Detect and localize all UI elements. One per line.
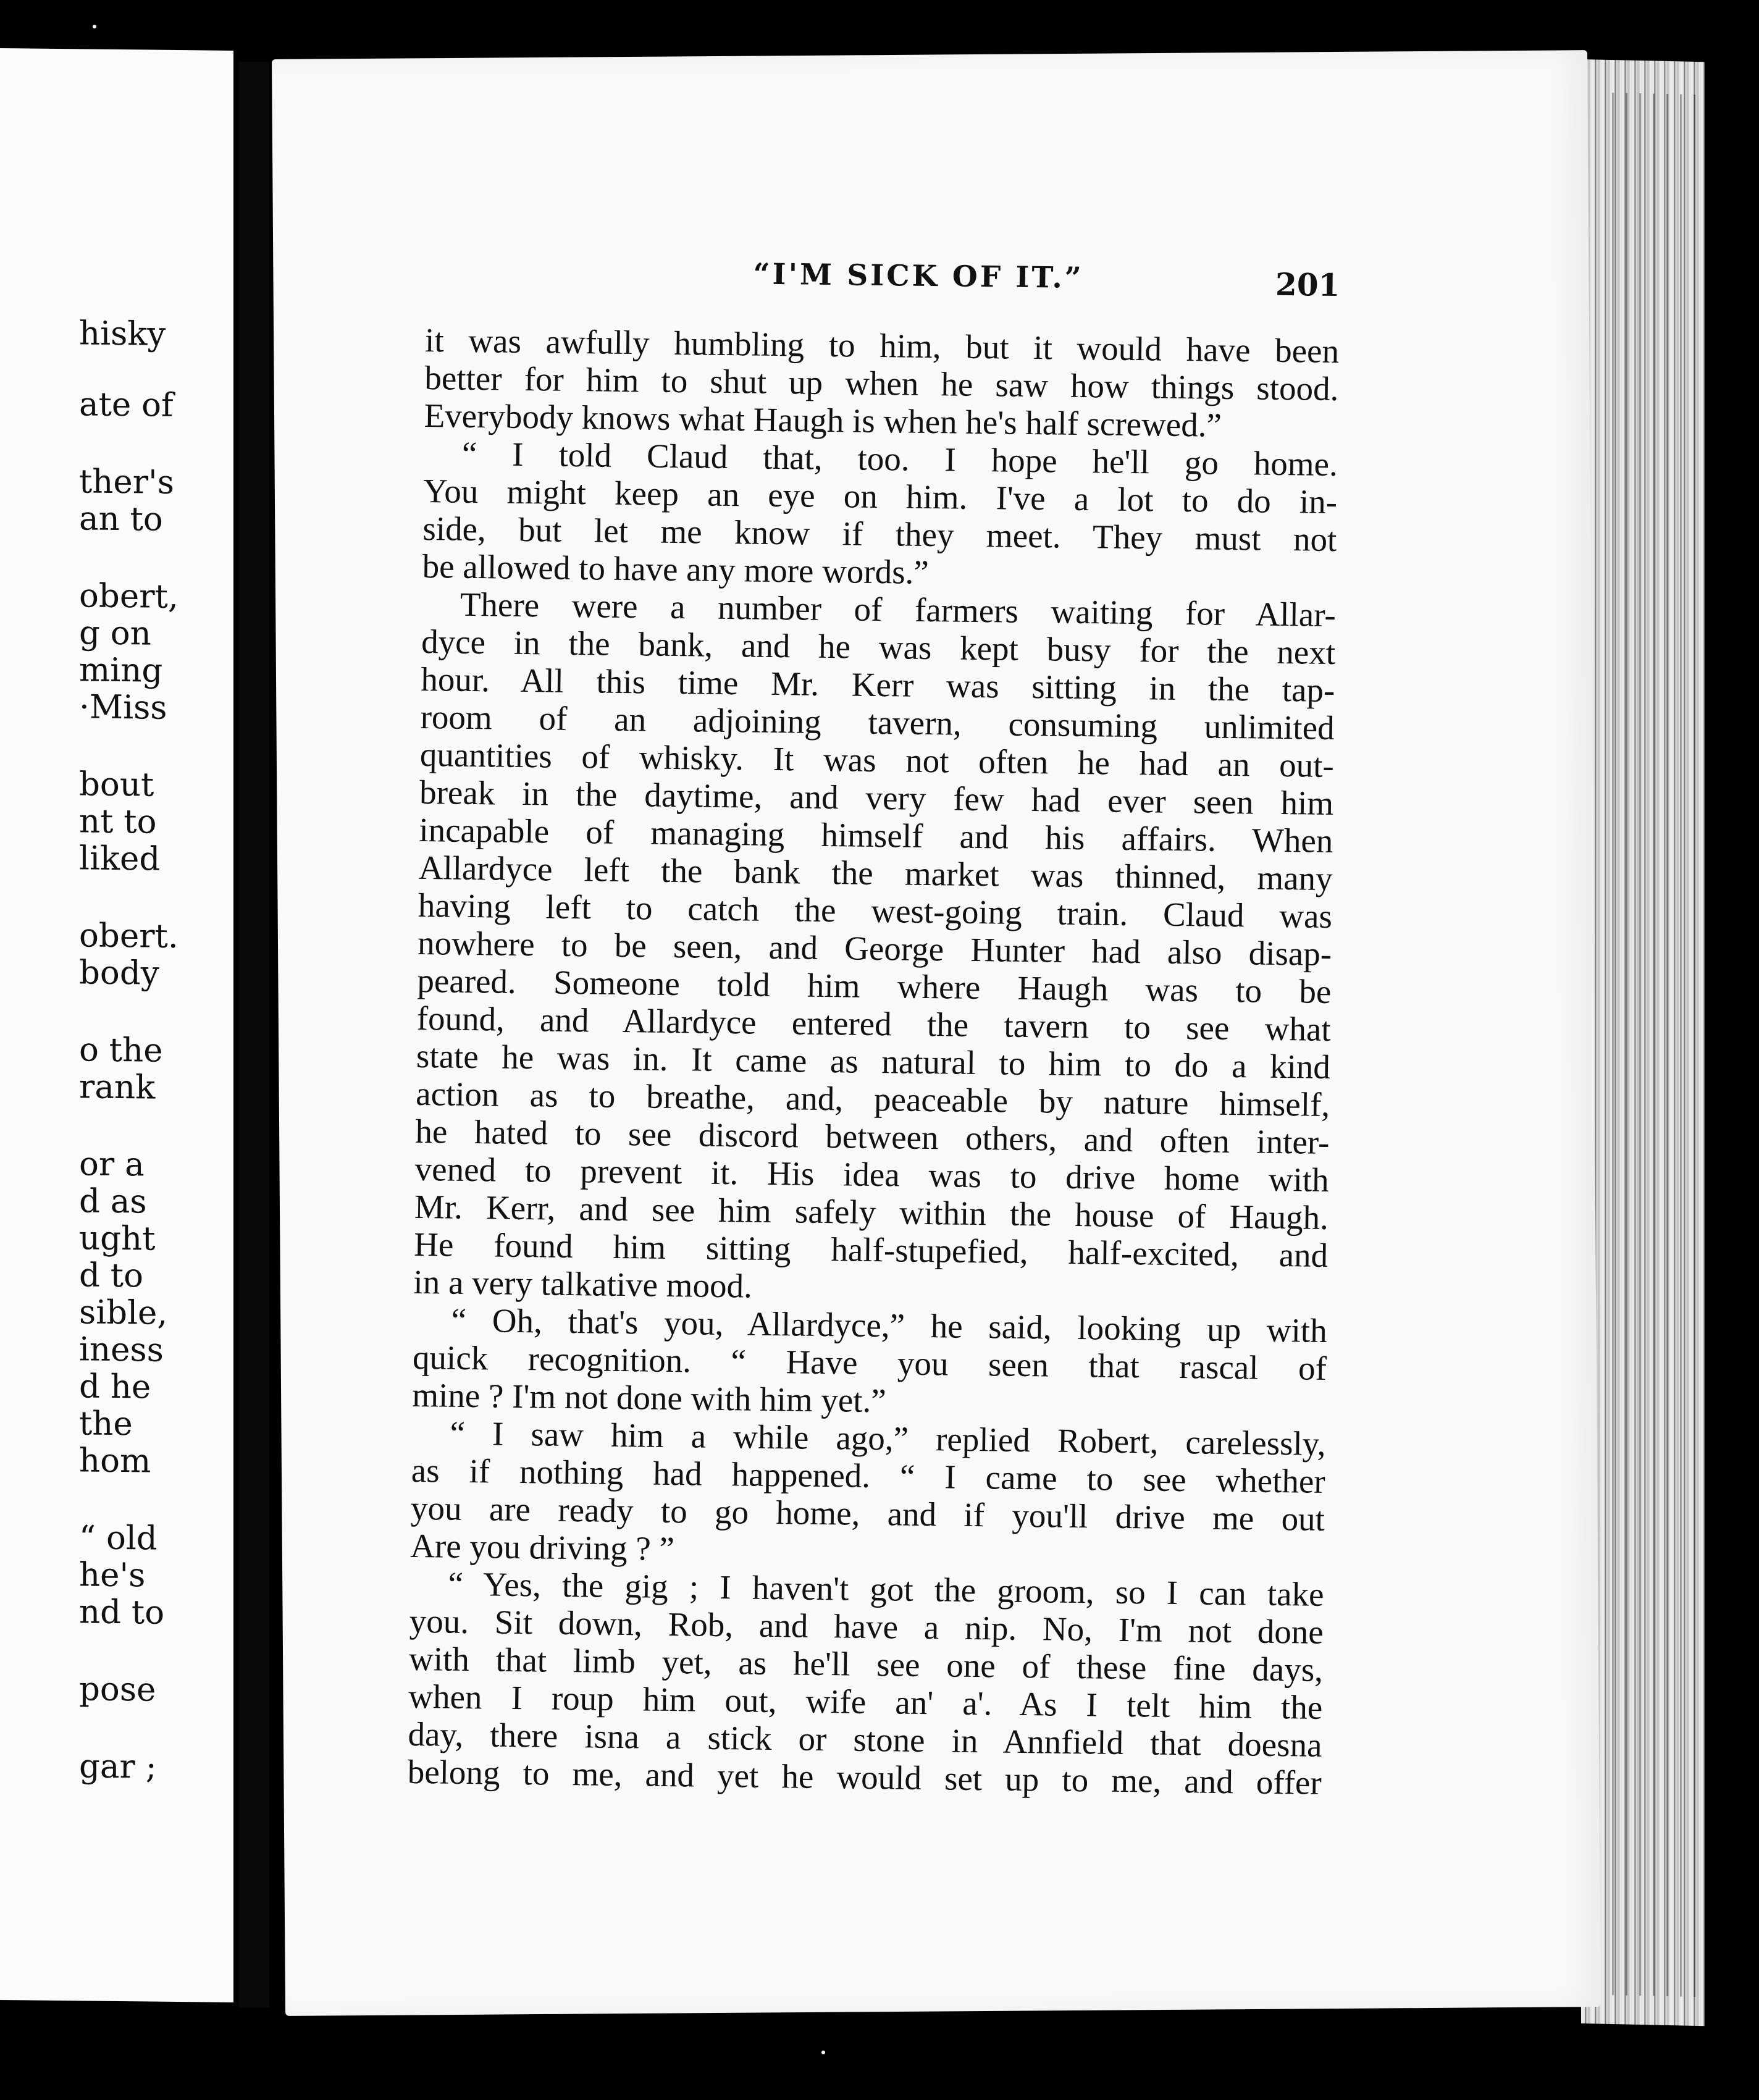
text-line: action as to breathe, and, peaceable by nature himself, <box>415 1074 1330 1124</box>
text-line: quantities of whisky. It was not often he had an out- <box>419 735 1335 785</box>
text-line: with that limb yet, as he'll see one of these fine days, <box>408 1639 1324 1689</box>
left-fragment: he's <box>79 1556 146 1595</box>
text-line: Are you driving ? ” <box>409 1526 675 1568</box>
text-line: Allardyce left the bank the market was thinned, many <box>418 848 1333 898</box>
text-line: “ Oh, that's you, Allardyce,” he said, looking up with <box>451 1301 1328 1350</box>
text-line: he hated to see discord between others, and often inter- <box>415 1112 1330 1161</box>
left-page-text <box>0 48 233 1786</box>
text-line: be allowed to have any more words.” <box>422 547 930 591</box>
text-line: There were a number of farmers waiting for Allar- <box>460 585 1337 634</box>
text-line: day, there isna a stick or stone in Annfield that doesna <box>408 1715 1322 1764</box>
left-fragment: ate of <box>79 385 174 424</box>
left-fragment: “ old <box>79 1519 157 1558</box>
left-fragment: d he <box>79 1367 151 1406</box>
left-fragment: g on <box>79 614 151 653</box>
text-line: You might keep an eye on him. I've a lot to do in- <box>422 471 1338 521</box>
text-line: quick recognition. “ Have you seen that rascal of <box>412 1338 1327 1387</box>
left-fragment: ming <box>79 651 163 690</box>
text-line: nowhere to be seen, and George Hunter had also disap- <box>417 923 1332 973</box>
left-fragment: nd to <box>79 1593 165 1632</box>
text-line: He found him sitting half-stupefied, half-excited, and <box>413 1225 1329 1274</box>
left-fragment: ther's <box>79 463 174 502</box>
left-fragment: ·Miss <box>79 688 167 727</box>
text-line: found, and Allardyce entered the tavern to see what <box>416 999 1332 1048</box>
left-fragment: hisky <box>79 314 166 353</box>
left-fragment: sible, <box>79 1293 168 1332</box>
left-fragment: rank <box>79 1068 156 1107</box>
text-line: you. Sit down, Rob, and have a nip. No, I'm not done <box>409 1602 1324 1651</box>
text-line: having left to catch the west-going train. Claud was <box>418 886 1333 935</box>
dust-speck <box>93 25 96 28</box>
text-line: peared. Someone told him where Haugh was to be <box>417 961 1332 1010</box>
text-line: better for him to shut up when he saw how things stood. <box>424 358 1339 408</box>
dust-speck <box>821 2051 825 2054</box>
text-line: side, but let me know if they meet. They must not <box>422 509 1337 559</box>
book-gutter <box>238 62 269 2007</box>
text-line: you are ready to go home, and if you'll drive me out <box>410 1489 1325 1538</box>
page-body <box>407 247 1340 1802</box>
text-line: when I roup him out, wife an' a'. As I telt him the <box>408 1677 1323 1726</box>
text-line: as if nothing had happened. “ I came to see whether <box>411 1451 1326 1500</box>
text-line: it was awfully humbling to him, but it would have been <box>424 321 1340 371</box>
left-fragment: ught <box>79 1219 156 1258</box>
text-line: mine ? I'm not done with him yet.” <box>411 1376 887 1420</box>
running-title: “I'M SICK OF IT.” <box>753 257 1085 296</box>
left-fragment: d as <box>79 1182 147 1221</box>
text-line: room of an adjoining tavern, consuming unlimited <box>420 697 1335 747</box>
left-fragment: the <box>79 1405 133 1443</box>
left-fragment: bout <box>79 765 154 804</box>
left-fragment: o the <box>79 1031 163 1070</box>
left-fragment: pose <box>79 1670 156 1709</box>
left-fragment: liked <box>79 839 161 878</box>
running-head <box>426 247 1340 332</box>
text-line: dyce in the bank, and he was kept busy for the next <box>421 622 1336 672</box>
text-line: Everybody knows what Haugh is when he's half screwed.” <box>424 396 1222 444</box>
text-line: Mr. Kerr, and see him safely within the house of Haugh. <box>414 1187 1329 1237</box>
page-edges-shadow <box>1606 93 1705 1997</box>
text-line: break in the daytime, and very few had ever seen him <box>419 773 1334 823</box>
left-fragment: hom <box>79 1442 151 1480</box>
text-line: “ I saw him a while ago,” replied Robert, carelessly, <box>450 1414 1326 1463</box>
text-line: “ I told Claud that, too. I hope he'll go home. <box>461 434 1338 484</box>
left-fragment: gar ; <box>79 1747 157 1786</box>
left-facing-page <box>0 48 233 2002</box>
text-line: incapable of managing himself and his affairs. When <box>419 810 1333 860</box>
left-fragment: an to <box>79 500 163 539</box>
text-line: “ Yes, the gig ; I haven't got the groom, so I can take <box>448 1564 1324 1613</box>
page-number: 201 <box>1275 266 1340 304</box>
text-line: vened to prevent it. His idea was to drive home with <box>414 1149 1330 1199</box>
left-fragment: obert, <box>79 577 178 616</box>
left-fragment: d to <box>79 1256 143 1295</box>
left-fragment: or a <box>79 1145 145 1184</box>
text-line: belong to me, and yet he would set up to me, and offer <box>407 1752 1322 1802</box>
text-line: hour. All this time Mr. Kerr was sitting in the tap- <box>421 660 1335 710</box>
left-fragment: nt to <box>79 802 157 841</box>
left-fragment: iness <box>79 1330 164 1369</box>
left-fragment: obert. <box>79 917 178 956</box>
text-line: state he was in. It came as natural to him to do a kind <box>416 1036 1331 1086</box>
text-line: in a very talkative mood. <box>413 1262 753 1305</box>
left-fragment: body <box>79 954 159 993</box>
